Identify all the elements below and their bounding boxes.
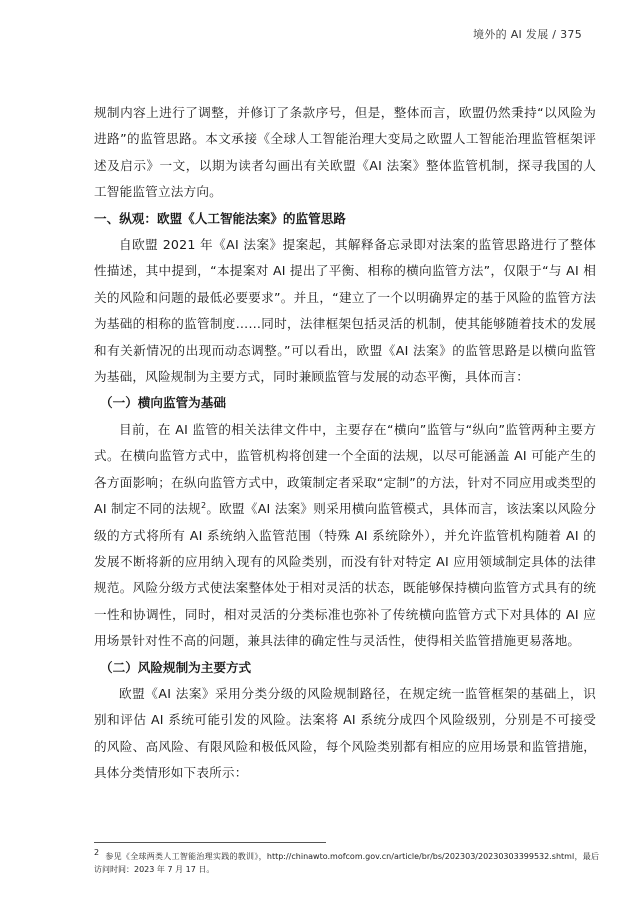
subsection1-text-b: 。欧盟《AI 法案》则采用横向监管模式，具体而言，该法案以风险分级的方式将所有 AI 系统纳入监管范围（特殊 AI 系统除外），并允许监管机构随着 AI 的发展不断将新的应用纳入现有的风险类别，而没有针对特定 AI 应用领域制定具体的法律规范。风险分级方式使法案整体处于相对灵活的状态，既能够保持横向监管方式具有的统一性和协调性，同时，相对灵活的分类标准也弥补了传统横向监管方式下对具体的 AI 应用场景针对性不高的问题，兼具法律的确定性与灵活性，使得相关监管措施更易落地。 [94, 501, 596, 649]
subsection1-paragraph [94, 417, 596, 655]
footnote-reference[interactable]: 2 [200, 500, 207, 510]
running-header: 境外的 AI 发展 / 375 [473, 28, 582, 41]
subsection-heading-2: （二）风险规制为主要方式 [100, 659, 252, 675]
intro-paragraph: 规制内容上进行了调整，并修订了条款序号，但是，整体而言，欧盟仍然秉持“以风险为进路”的监管思路。本文承接《全球人工智能治理大变局之欧盟人工智能治理监管框架评述及启示》一文，以期为读者勾画出有关欧盟《AI 法案》整体监管机制，探寻我国的人工智能监管立法方向。 [94, 105, 596, 200]
section1-paragraph: 自欧盟 2021 年《AI 法案》提案起，其解释备忘录即对法案的监管思路进行了整体性描述，其中提到，“本提案对 AI 提出了平衡、相称的横向监管方法”，仅限于“与 AI 相关的风险和问题的最低必要要求”。并且，“建立了一个以明确界定的基于风险的监管方法为基础的相称的监管制度……同时，法律框架包括灵活的机制，使其能够随着技术的发展和有关新情况的出现而动态调整。”可以看出，欧盟《AI 法案》的监管思路是以横向监管为基础，风险规制为主要方式，同时兼顾监管与发展的动态平衡，具体而言： [94, 237, 596, 385]
footnote-mark: 2 [94, 848, 100, 858]
page-body [94, 100, 596, 787]
subsection-heading-1: （一）横向监管为基础 [100, 395, 226, 411]
footnote [94, 850, 599, 876]
section-heading-1: 一、纵观：欧盟《人工智能法案》的监管思路 [94, 210, 346, 226]
subsection1-text-a: 目前，在 AI 监管的相关法律文件中，主要存在“横向”监管与“纵向”监管两种主要方式。在横向监管方式中，监管机构将创建一个全面的法规，以尽可能涵盖 AI 可能产生的各方面影响；在纵向监管方式中，政策制定者采取“定制”的方法，针对不同应用或类型的 AI 制定不同的法规 [94, 421, 596, 517]
footnote-divider [94, 842, 326, 843]
subsection2-paragraph: 欧盟《AI 法案》采用分类分级的风险规制路径，在规定统一监管框架的基础上，识别和评估 AI 系统可能引发的风险。法案将 AI 系统分成四个风险级别，分别是不可接受的风险、高风险、有限风险和极低风险，每个风险类别都有相应的应用场景和监管措施，具体分类情形如下表所示： [94, 685, 596, 781]
footnote-text: 参见《全球两类人工智能治理实践的教训》，http://chinawto.mofcom.gov.cn/article/br/bs/202303/20230303399532.shtml，最后访问时间：2023 年 7 月 17 日。 [94, 852, 599, 874]
